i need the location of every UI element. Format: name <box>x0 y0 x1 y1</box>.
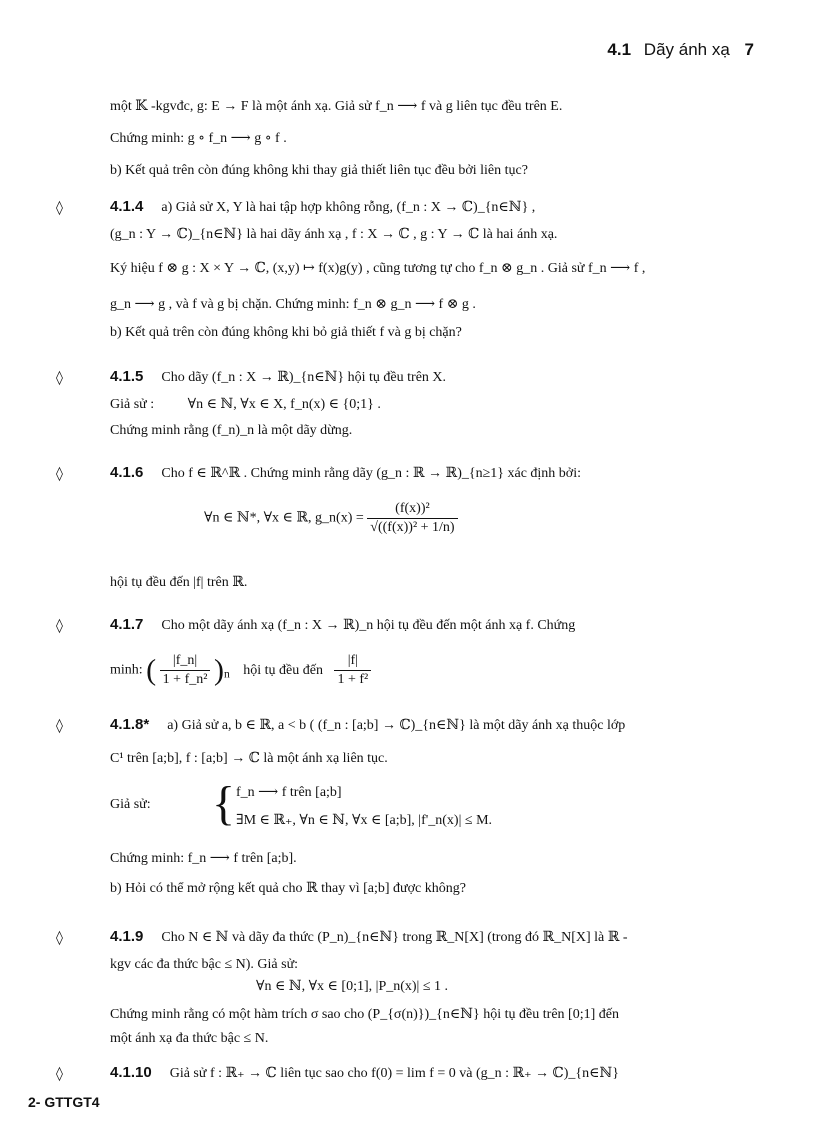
page-footer: 2- GTTGT4 <box>28 1094 100 1110</box>
text-line-6: Ký hiệu f ⊗ g : X × Y → ℂ, (x,y) ↦ f(x)g(y) , cũng tương tự cho f_n ⊗ g_n . Giả sử f_n ⟶ f , <box>110 261 646 276</box>
exercise-number: 4.1.6 <box>110 464 144 481</box>
text-line: a) Giả sử a, b ∈ ℝ, a < b ( (f_n : [a;b] → ℂ)_{n∈ℕ} là một dãy ánh xạ thuộc lớp <box>167 718 626 733</box>
text-line-12: Chứng minh rằng (f_n)_n là một dãy dừng. <box>110 423 353 438</box>
exercise-4-1-7 <box>110 616 756 635</box>
exercise-number: 4.1.10 <box>110 1064 152 1081</box>
text-line-14: hội tụ đều đến |f| trên ℝ. <box>110 575 248 590</box>
exercise-4-1-10 <box>110 1064 756 1083</box>
text-line: Giả sử f : ℝ₊ → ℂ liên tục sao cho f(0) = lim f = 0 và (g_n : ℝ₊ → ℂ)_{n∈ℕ} <box>169 1066 619 1081</box>
section-title: Dãy ánh xạ <box>643 40 730 59</box>
fraction-numerator: (f(x))² <box>367 500 457 519</box>
text-line-21: f_n ⟶ f trên [a;b] <box>236 785 342 800</box>
paren-right: ) <box>213 653 224 687</box>
exercise-4-1-6 <box>110 464 756 483</box>
exercise-bullet: ◊ <box>56 930 63 946</box>
text-prove: minh: <box>110 662 143 678</box>
exercise-bullet: ◊ <box>56 370 63 386</box>
text-line-27: ∀n ∈ ℕ, ∀x ∈ [0;1], |P_n(x)| ≤ 1 . <box>256 979 449 994</box>
fraction-numerator: |f_n| <box>160 652 211 671</box>
formula-g-definition <box>204 500 756 537</box>
text-line: a) Giả sử X, Y là hai tập hợp không rỗng, (f_n : X → ℂ)_{n∈ℕ} , <box>161 200 536 215</box>
text-line-23: Chứng minh: f_n ⟶ f trên [a;b]. <box>110 851 297 866</box>
text-line-1: một 𝕂 -kgvđc, g: E → F là một ánh xạ. Giả sử f_n ⟶ f và g liên tục đều trên E. <box>110 99 563 114</box>
exercise-bullet: ◊ <box>56 618 63 634</box>
text-line-16 <box>110 652 756 689</box>
text-assume: Giả sử : <box>110 397 155 412</box>
exercise-number: 4.1.9 <box>110 928 144 945</box>
exercise-bullet: ◊ <box>56 200 63 216</box>
formula-lhs: ∀n ∈ ℕ*, ∀x ∈ ℝ, g_n(x) = <box>204 510 364 526</box>
text-condition: ∀n ∈ ℕ, ∀x ∈ X, f_n(x) ∈ {0;1} . <box>187 397 381 412</box>
text-line-20: Giả sử: <box>110 797 151 812</box>
text-line-5: (g_n : Y → ℂ)_{n∈ℕ} là hai dãy ánh xạ , f : X → ℂ , g : Y → ℂ là hai ánh xạ. <box>110 227 558 242</box>
formula-fraction-fn <box>160 652 211 689</box>
text-line-3: b) Kết quả trên còn đúng không khi thay giả thiết liên tục đều bởi liên tục? <box>110 163 528 178</box>
exercise-number: 4.1.4 <box>110 198 144 215</box>
fraction-denominator: √((f(x))² + 1/n) <box>370 520 455 535</box>
text-line-24: b) Hỏi có thể mở rộng kết quả cho ℝ thay vì [a;b] được không? <box>110 881 466 896</box>
formula-fraction <box>367 500 457 537</box>
paren-left: ( <box>146 653 157 687</box>
formula-fraction-f <box>334 652 371 689</box>
text-converges: hội tụ đều đến <box>243 662 323 678</box>
text-line-29: một ánh xạ đa thức bậc ≤ N. <box>110 1031 269 1046</box>
exercise-bullet: ◊ <box>56 718 63 734</box>
text-line-22: ∃M ∈ ℝ₊, ∀n ∈ ℕ, ∀x ∈ [a;b], |f'_n(x)| ≤ M. <box>236 813 493 828</box>
exercise-number: 4.1.5 <box>110 368 144 385</box>
text-line: Cho một dãy ánh xạ (f_n : X → ℝ)_n hội tụ đều đến một ánh xạ f. Chứng <box>161 618 576 633</box>
text-line-8: b) Kết quả trên còn đúng không khi bỏ giả thiết f và g bị chặn? <box>110 325 462 340</box>
text-line-28: Chứng minh rằng có một hàm trích σ sao cho (P_{σ(n)})_{n∈ℕ} hội tụ đều trên [0;1] đến <box>110 1007 619 1022</box>
text-line-10 <box>110 396 756 414</box>
exercise-4-1-8 <box>110 716 756 735</box>
fraction-denominator: 1 + f_n² <box>162 672 208 687</box>
section-number: 4.1 <box>607 40 632 59</box>
exercise-4-1-4 <box>110 198 756 217</box>
text-line-26: kgv các đa thức bậc ≤ N). Giả sử: <box>110 957 299 972</box>
page-header <box>607 40 754 60</box>
text-line-19: C¹ trên [a;b], f : [a;b] → ℂ là một ánh xạ liên tục. <box>110 751 388 766</box>
page-number: 7 <box>744 40 754 59</box>
subscript: n <box>223 667 230 681</box>
text-line-7: g_n ⟶ g , và f và g bị chặn. Chứng minh: f_n ⊗ g_n ⟶ f ⊗ g . <box>110 297 476 312</box>
text-line-2: Chứng minh: g ∘ f_n ⟶ g ∘ f . <box>110 131 287 146</box>
fraction-denominator: 1 + f² <box>337 672 369 687</box>
system-brace: { <box>212 777 236 830</box>
exercise-4-1-5 <box>110 368 756 387</box>
exercise-4-1-9 <box>110 928 756 947</box>
fraction-numerator: |f| <box>334 652 371 671</box>
exercise-bullet: ◊ <box>56 1066 63 1082</box>
exercise-number: 4.1.7 <box>110 616 144 633</box>
exercise-bullet: ◊ <box>56 466 63 482</box>
text-line: Cho dãy (f_n : X → ℝ)_{n∈ℕ} hội tụ đều trên X. <box>161 370 447 385</box>
text-line: Cho f ∈ ℝ^ℝ . Chứng minh rằng dãy (g_n : ℝ → ℝ)_{n≥1} xác định bởi: <box>161 466 581 481</box>
exercise-number: 4.1.8* <box>110 716 150 733</box>
text-line: Cho N ∈ ℕ và dãy đa thức (P_n)_{n∈ℕ} trong ℝ_N[X] (trong đó ℝ_N[X] là ℝ - <box>161 930 628 945</box>
